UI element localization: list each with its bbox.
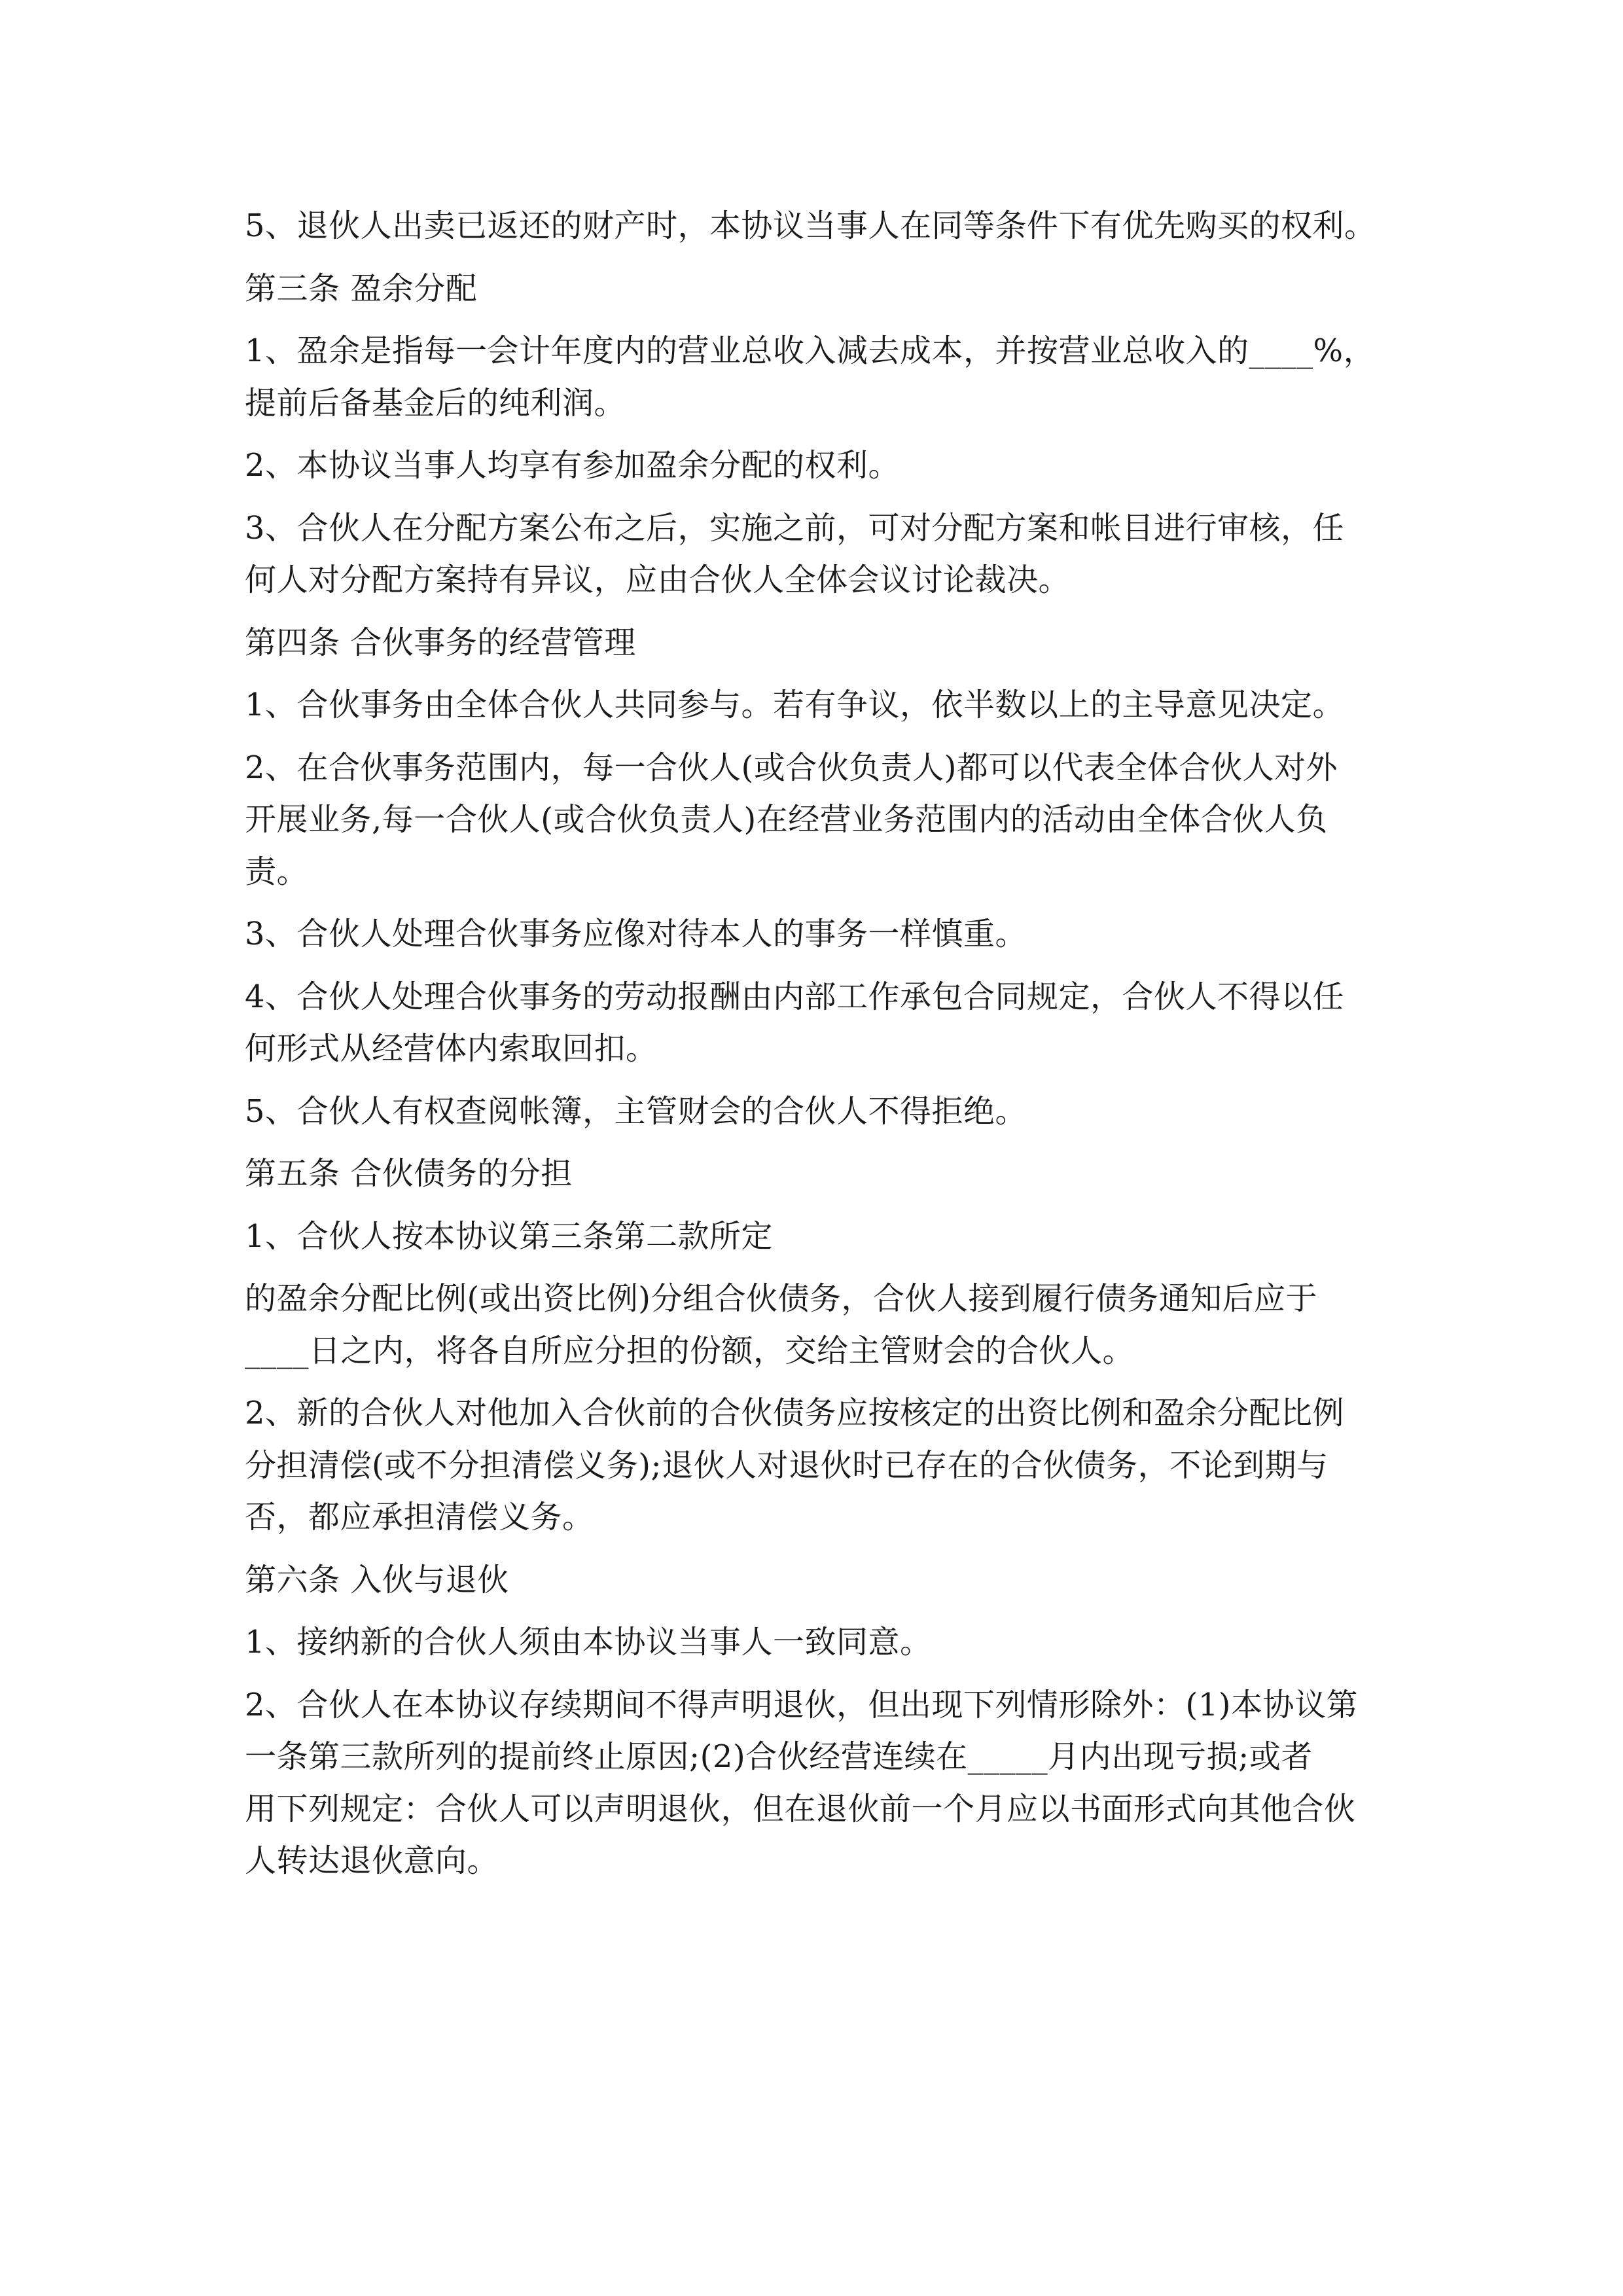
paragraph-line: 人转达退伙意向。 xyxy=(245,1842,499,1879)
paragraph-line: 1、合伙人按本协议第三条第二款所定 xyxy=(245,1217,774,1255)
paragraph-line: 提前后备基金后的纯利润。 xyxy=(245,384,626,422)
paragraph-line: 2、新的合伙人对他加入合伙前的合伙债务应按核定的出资比例和盈余分配比例 xyxy=(245,1395,1345,1431)
paragraph-line: 3、合伙人在分配方案公布之后，实施之前，可对分配方案和帐目进行审核，任 xyxy=(245,509,1345,547)
paragraph-line: 分担清偿(或不分担清偿义务);退伙人对退伙时已存在的合伙债务，不论到期与 xyxy=(245,1446,1329,1484)
paragraph-line: 用下列规定：合伙人可以声明退伙，但在退伙前一个月应以书面形式向其他合伙 xyxy=(245,1790,1356,1827)
document-body xyxy=(245,200,1397,1888)
paragraph-line: 何形式从经营体内索取回扣。 xyxy=(245,1030,658,1067)
paragraph-line: 2、合伙人在本协议存续期间不得声明退伙，但出现下列情形除外：(1)本协议第 xyxy=(245,1686,1359,1723)
paragraph-line: 1、盈余是指每一会计年度内的营业总收入减去成本，并按营业总收入的____%， xyxy=(245,332,1376,369)
section-heading-3: 第三条 盈余分配 xyxy=(245,270,478,307)
paragraph-line: 3、合伙人处理合伙事务应像对待本人的事务一样慎重。 xyxy=(245,916,1027,952)
paragraph-line: 2、本协议当事人均享有参加盈余分配的权利。 xyxy=(245,447,901,484)
paragraph-line: 何人对分配方案持有异议，应由合伙人全体会议讨论裁决。 xyxy=(245,562,1071,598)
paragraph-line: 一条第三款所列的提前终止原因;(2)合伙经营连续在_____月内出现亏损;或者 xyxy=(245,1738,1313,1775)
paragraph-line: 开展业务,每一合伙人(或合伙负责人)在经营业务范围内的活动由全体合伙人负 xyxy=(245,801,1328,838)
paragraph-line: 5、退伙人出卖已返还的财产时，本协议当事人在同等条件下有优先购买的权利。 xyxy=(245,207,1376,244)
paragraph-line: 1、合伙事务由全体合伙人共同参与。若有争议，依半数以上的主导意见决定。 xyxy=(245,687,1345,723)
paragraph-line: 否，都应承担清偿义务。 xyxy=(245,1499,594,1535)
paragraph-line: 4、合伙人处理合伙事务的劳动报酬由内部工作承包合同规定，合伙人不得以任 xyxy=(245,978,1345,1015)
paragraph-line: 2、在合伙事务范围内，每一合伙人(或合伙负责人)都可以代表全体合伙人对外 xyxy=(245,749,1338,786)
section-heading-5: 第五条 合伙债务的分担 xyxy=(245,1155,573,1192)
paragraph-line: 责。 xyxy=(245,853,309,890)
paragraph-line: 5、合伙人有权查阅帐簿，主管财会的合伙人不得拒绝。 xyxy=(245,1092,1027,1130)
paragraph-line: 的盈余分配比例(或出资比例)分组合伙债务，合伙人接到履行债务通知后应于 xyxy=(245,1280,1317,1317)
paragraph-line: 1、接纳新的合伙人须由本协议当事人一致同意。 xyxy=(245,1624,932,1660)
section-heading-4: 第四条 合伙事务的经营管理 xyxy=(245,624,636,661)
paragraph-line: ____日之内，将各自所应分担的份额，交给主管财会的合伙人。 xyxy=(245,1332,1135,1369)
section-heading-6: 第六条 入伙与退伙 xyxy=(245,1561,509,1598)
